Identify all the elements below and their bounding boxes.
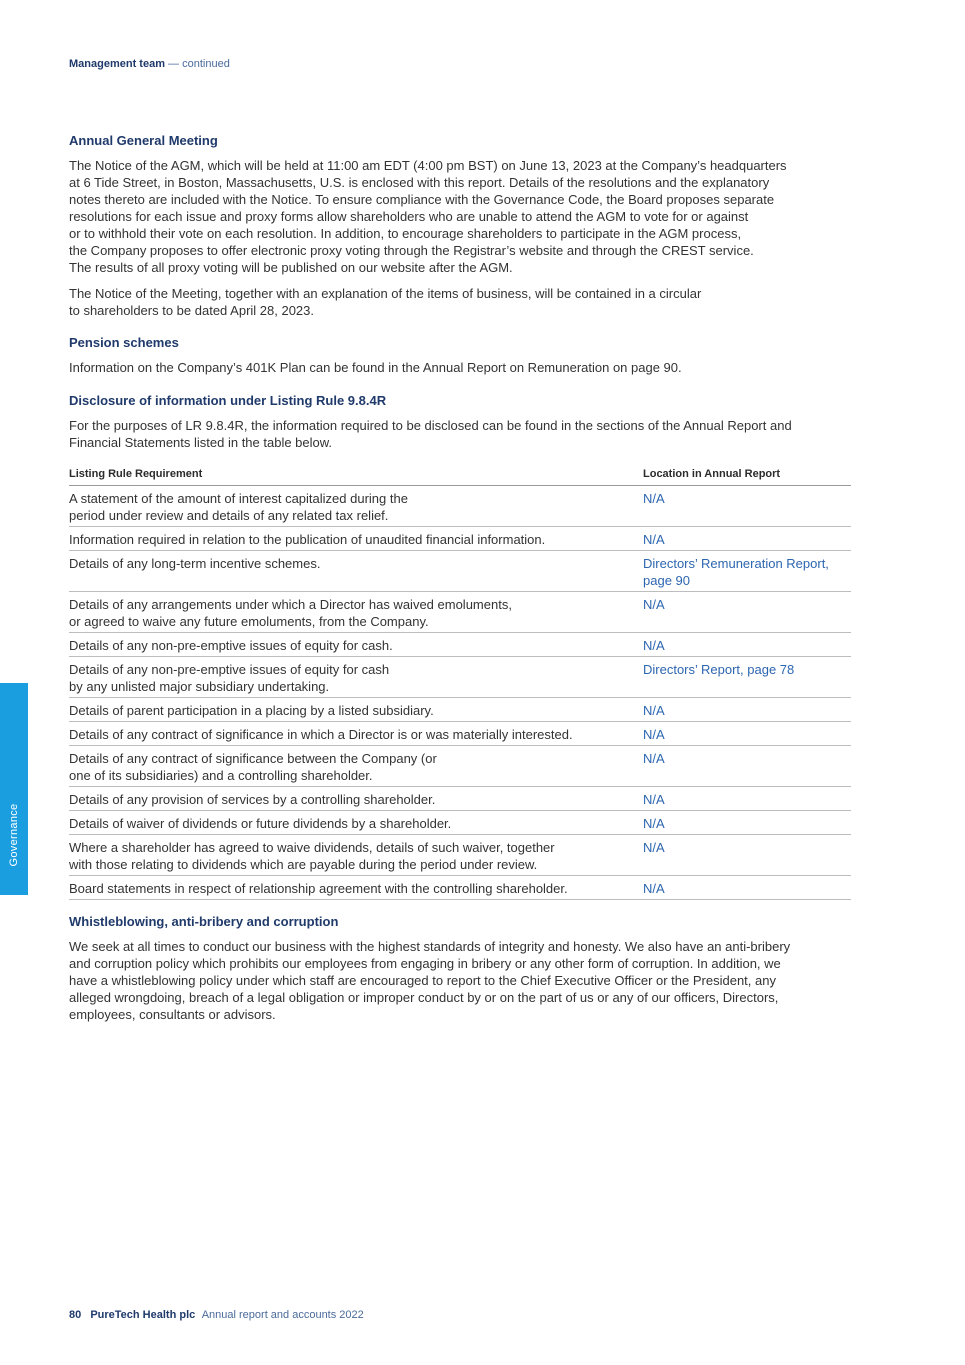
requirement-cell: Details of any contract of significance between the Company (or one of its subsidiaries) and a controlling shareholder.	[69, 746, 643, 787]
governance-side-tab	[0, 683, 28, 895]
requirement-cell: Information required in relation to the publication of unaudited financial information.	[69, 527, 643, 551]
table-row	[69, 633, 851, 657]
table-row	[69, 746, 851, 787]
document-title: Annual report and accounts 2022	[201, 1309, 364, 1321]
table-row	[69, 551, 851, 592]
location-cell: N/A	[643, 746, 851, 787]
table-row	[69, 722, 851, 746]
table-row	[69, 876, 851, 900]
running-head-continued: — continued	[168, 58, 230, 70]
location-cell: N/A	[643, 722, 851, 746]
requirement-cell: Details of any non-pre-emptive issues of equity for cash by any unlisted major subsidiary undertaking.	[69, 657, 643, 698]
location-cell-link[interactable]: Directors’ Report, page 78	[643, 657, 851, 698]
requirement-cell: Details of any arrangements under which a Director has waived emoluments, or agreed to waive any future emoluments, from the Company.	[69, 592, 643, 633]
listing-rule-table	[69, 463, 851, 900]
table-row	[69, 486, 851, 527]
location-cell: N/A	[643, 486, 851, 527]
side-tab-label: Governance	[8, 803, 20, 867]
table-header-row	[69, 463, 851, 486]
location-cell: N/A	[643, 592, 851, 633]
location-cell: N/A	[643, 811, 851, 835]
disclosure-paragraph: For the purposes of LR 9.8.4R, the information required to be disclosed can be found in the sections of the Annual Report and Financial Statements listed in the table below.	[69, 418, 792, 450]
location-cell: N/A	[643, 787, 851, 811]
table-row	[69, 811, 851, 835]
requirement-cell: Details of any non-pre-emptive issues of equity for cash.	[69, 633, 643, 657]
location-cell: N/A	[643, 698, 851, 722]
table-header-requirement: Listing Rule Requirement	[69, 463, 643, 486]
table-row	[69, 657, 851, 698]
requirement-cell: Details of any contract of significance in which a Director is or was materially interested.	[69, 722, 643, 746]
table-row	[69, 527, 851, 551]
table-row	[69, 592, 851, 633]
page-footer	[69, 1309, 364, 1321]
agm-heading: Annual General Meeting	[69, 133, 218, 148]
location-cell: N/A	[643, 835, 851, 876]
disclosure-heading: Disclosure of information under Listing Rule 9.8.4R	[69, 393, 387, 408]
requirement-cell: Details of parent participation in a placing by a listed subsidiary.	[69, 698, 643, 722]
agm-paragraph-2: The Notice of the Meeting, together with an explanation of the items of business, will be contained in a circular to shareholders to be dated April 28, 2023.	[69, 286, 702, 318]
table-row	[69, 787, 851, 811]
requirement-cell: A statement of the amount of interest capitalized during the period under review and details of any related tax relief.	[69, 486, 643, 527]
requirement-cell: Details of waiver of dividends or future dividends by a shareholder.	[69, 811, 643, 835]
company-name: PureTech Health plc	[90, 1309, 196, 1321]
requirement-cell: Details of any long-term incentive schemes.	[69, 551, 643, 592]
requirement-cell: Where a shareholder has agreed to waive dividends, details of such waiver, together with those relating to dividends which are payable during the period under review.	[69, 835, 643, 876]
pension-paragraph: Information on the Company’s 401K Plan can be found in the Annual Report on Remuneration on page 90.	[69, 360, 682, 375]
pension-heading: Pension schemes	[69, 335, 179, 350]
table-row	[69, 835, 851, 876]
agm-paragraph-1: The Notice of the AGM, which will be held at 11:00 am EDT (4:00 pm BST) on June 13, 2023 at the Company’s headquarters at 6 Tide Street, in Boston, Massachusetts, U.S. is enclosed with this report. Details of the resolutions and the explanatory notes thereto are included with the Notice. To ensure compliance with the Governance Code, the Board proposes separate resolutions for each issue and proxy forms allow shareholders who are unable to attend the AGM to vote for or against or to withhold their vote on each resolution. In addition, to encourage shareholders to participate in the AGM process, the Company proposes to offer electronic proxy voting through the Registrar’s website and through the CREST service. The results of all proxy voting will be published on our website after the AGM.	[69, 158, 787, 275]
location-cell: N/A	[643, 633, 851, 657]
whistleblowing-heading: Whistleblowing, anti-bribery and corruption	[69, 914, 339, 929]
location-cell: N/A	[643, 527, 851, 551]
running-head	[69, 58, 230, 70]
whistleblowing-paragraph: We seek at all times to conduct our business with the highest standards of integrity and honesty. We also have an anti-bribery and corruption policy which prohibits our employees from engaging in bribery or any other form of corruption. In addition, we have a whistleblowing policy under which staff are encouraged to report to the Chief Executive Officer or the President, any alleged wrongdoing, breach of a legal obligation or improper conduct by or on the part of us or any of our officers, Directors, employees, consultants or advisors.	[69, 939, 791, 1022]
table-row	[69, 698, 851, 722]
location-cell: N/A	[643, 876, 851, 900]
requirement-cell: Board statements in respect of relationship agreement with the controlling shareholder.	[69, 876, 643, 900]
table-header-location: Location in Annual Report	[643, 463, 851, 486]
page-number: 80	[69, 1309, 82, 1321]
requirement-cell: Details of any provision of services by a controlling shareholder.	[69, 787, 643, 811]
running-head-section: Management team	[69, 58, 165, 70]
location-cell-link[interactable]: Directors’ Remuneration Report, page 90	[643, 551, 851, 592]
